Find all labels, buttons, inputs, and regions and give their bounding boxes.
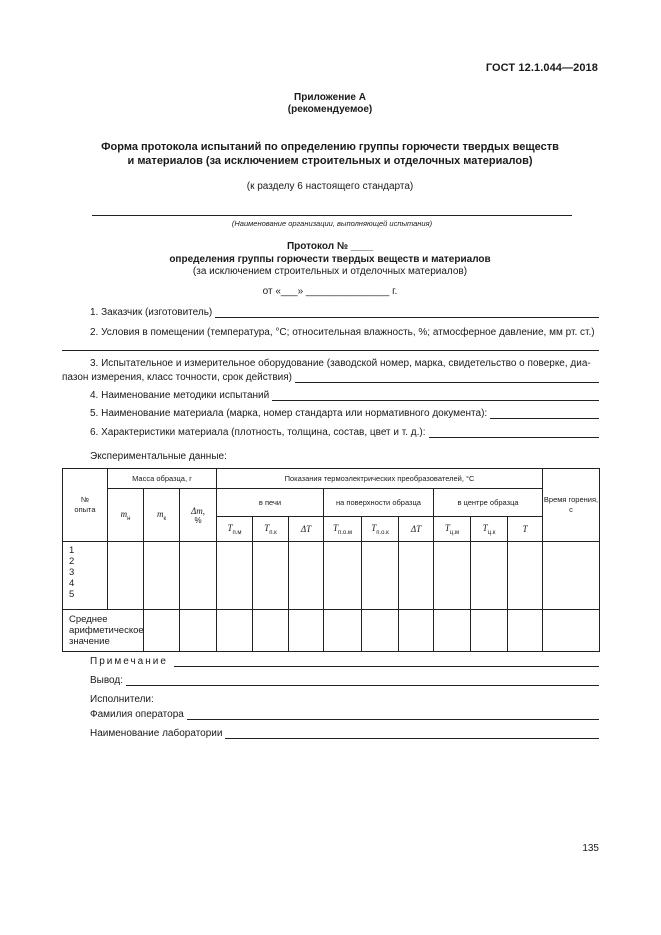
conclusion-label: Вывод: xyxy=(90,675,124,686)
col-temperature-group: Показания термоэлектрических преобразователей, °С xyxy=(217,469,543,489)
col-t-center: T xyxy=(508,517,543,542)
standard-number: ГОСТ 12.1.044—2018 xyxy=(485,62,598,74)
equipment-label-line1: 3. Испытательное и измерительное оборудование (заводской номер, марка, свидетельство о поверке, диа- xyxy=(90,358,591,369)
col-t-center-final: $T_{ц.к}$ xyxy=(471,517,508,542)
material-label: 5. Наименование материала (марка, номер стандарта или нормативного документа): xyxy=(90,408,488,419)
protocol-exclusion: (за исключением строительных и отделочных материалов) xyxy=(192,266,468,277)
experimental-data-table xyxy=(62,468,600,652)
protocol-title: Протокол № ____ xyxy=(286,241,374,252)
col-burning-time: Время горения, с xyxy=(543,469,600,542)
protocol-date[interactable]: от «___» _______________ г. xyxy=(262,286,398,297)
executors-label: Исполнители: xyxy=(90,694,154,705)
table-cell[interactable] xyxy=(508,610,543,652)
appendix-title: Приложение А xyxy=(294,92,366,103)
col-furnace-group: в печи xyxy=(217,489,324,517)
col-mass-loss: Δm, % xyxy=(180,489,217,542)
col-t-furnace-max: $T_{п.м}$ xyxy=(217,517,253,542)
table-cell[interactable] xyxy=(399,610,434,652)
col-delta-t-furnace: ΔT xyxy=(289,517,324,542)
organization-name-line[interactable] xyxy=(92,215,572,216)
table-cell[interactable] xyxy=(362,610,399,652)
col-t-surface-max: $T_{п.о.м}$ xyxy=(324,517,362,542)
equipment-field[interactable] xyxy=(62,372,599,383)
col-surface-group: на поверхности образца xyxy=(324,489,434,517)
col-mass-initial: $m_н$ xyxy=(108,489,144,542)
material-input-line[interactable] xyxy=(490,410,599,419)
table-cell[interactable] xyxy=(324,610,362,652)
conditions-label: 2. Условия в помещении (температура, °С; относительная влажность, %; атмосферное давление, мм рт. ст.) xyxy=(90,327,595,338)
operator-input-line[interactable] xyxy=(187,711,599,720)
form-title-line2: и материалов (за исключением строительных и отделочных материалов) xyxy=(127,155,533,167)
table-cell[interactable] xyxy=(362,542,399,610)
conclusion-input-line[interactable] xyxy=(126,677,599,686)
table-cell[interactable] xyxy=(471,542,508,610)
page-number: 135 xyxy=(582,843,599,854)
table-cell[interactable] xyxy=(399,542,434,610)
note-input-line[interactable] xyxy=(174,658,599,667)
table-row xyxy=(63,542,600,610)
experiment-numbers: 1 2 3 4 5 xyxy=(63,542,108,610)
table-cell[interactable] xyxy=(543,610,600,652)
characteristics-label: 6. Характеристики материала (плотность, толщина, состав, цвет и т. д.): xyxy=(90,427,426,438)
table-caption: Экспериментальные данные: xyxy=(90,451,227,462)
operator-field[interactable] xyxy=(90,709,599,720)
form-title-line1: Форма протокола испытаний по определению группы горючести твердых веществ xyxy=(101,141,559,153)
table-cell[interactable] xyxy=(180,542,217,610)
table-cell[interactable] xyxy=(508,542,543,610)
equipment-label-line2: пазон измерения, класс точности, срок действия) xyxy=(62,372,292,383)
customer-label: 1. Заказчик (изготовитель) xyxy=(90,307,213,318)
protocol-subtitle: определения группы горючести твердых веществ и материалов xyxy=(169,254,491,265)
conditions-input-line[interactable] xyxy=(62,350,599,351)
table-cell[interactable] xyxy=(289,542,324,610)
table-cell[interactable] xyxy=(180,610,217,652)
methods-input-line[interactable] xyxy=(272,392,599,401)
table-cell[interactable] xyxy=(253,542,289,610)
col-t-center-max: $T_{ц.м}$ xyxy=(434,517,471,542)
material-field[interactable] xyxy=(90,408,599,419)
table-cell[interactable] xyxy=(289,610,324,652)
laboratory-label: Наименование лаборатории xyxy=(90,728,223,739)
laboratory-field[interactable] xyxy=(90,728,599,739)
table-cell[interactable] xyxy=(217,610,253,652)
characteristics-input-line[interactable] xyxy=(429,429,599,438)
equipment-input-line[interactable] xyxy=(295,374,599,383)
col-mass-final: $m_к$ xyxy=(144,489,180,542)
col-t-furnace-final: $T_{п.к}$ xyxy=(253,517,289,542)
table-cell[interactable] xyxy=(434,610,471,652)
table-row-average xyxy=(63,610,600,652)
appendix-note: (рекомендуемое) xyxy=(287,104,373,115)
table-cell[interactable] xyxy=(543,542,600,610)
col-delta-t-surface: ΔT xyxy=(399,517,434,542)
operator-label: Фамилия оператора xyxy=(90,709,184,720)
characteristics-field[interactable] xyxy=(90,427,599,438)
section-reference: (к разделу 6 настоящего стандарта) xyxy=(246,181,414,192)
col-center-group: в центре образца xyxy=(434,489,543,517)
customer-field[interactable] xyxy=(90,307,599,318)
organization-caption: (Наименование организации, выполняющей испытания) xyxy=(231,219,433,228)
table-cell[interactable] xyxy=(324,542,362,610)
customer-input-line[interactable] xyxy=(215,309,599,318)
note-field[interactable] xyxy=(90,656,599,667)
methods-label: 4. Наименование методики испытаний xyxy=(90,390,270,401)
note-label: Примечание xyxy=(90,656,168,667)
table-cell[interactable] xyxy=(144,542,180,610)
laboratory-input-line[interactable] xyxy=(225,730,599,739)
methods-field[interactable] xyxy=(90,390,599,401)
conclusion-field[interactable] xyxy=(90,675,599,686)
table-cell[interactable] xyxy=(108,542,144,610)
average-label: Среднее арифметическое значение xyxy=(63,610,144,652)
col-experiment-number: № опыта xyxy=(63,469,108,542)
table-cell[interactable] xyxy=(471,610,508,652)
table-cell[interactable] xyxy=(434,542,471,610)
col-mass-group: Масса образца, г xyxy=(108,469,217,489)
table-cell[interactable] xyxy=(253,610,289,652)
col-t-surface-final: $T_{п.о.к}$ xyxy=(362,517,399,542)
table-cell[interactable] xyxy=(144,610,180,652)
table-cell[interactable] xyxy=(217,542,253,610)
